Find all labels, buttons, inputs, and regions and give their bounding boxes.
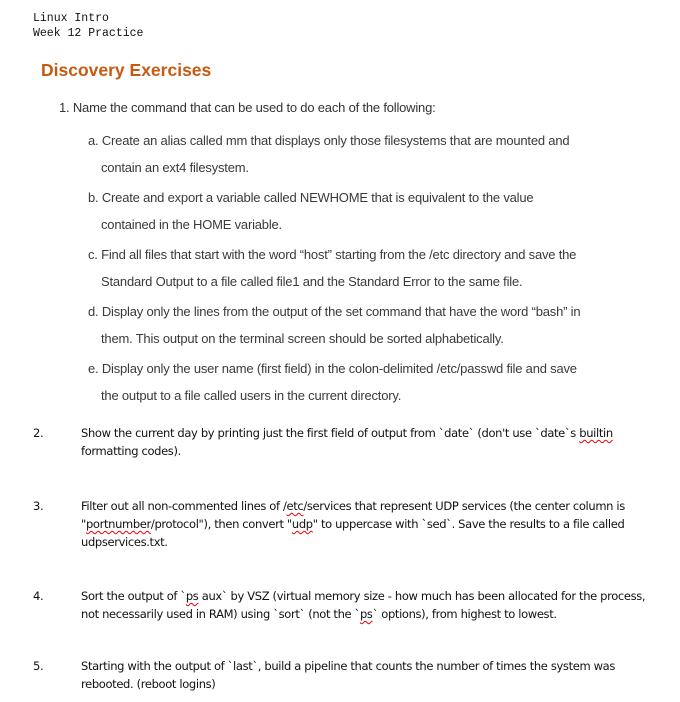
question-number: 5. bbox=[33, 659, 44, 673]
subitem-a bbox=[88, 127, 648, 181]
subitem-e bbox=[88, 355, 648, 409]
question-1-label: 1. Name the command that can be used to do each of the following: bbox=[59, 100, 436, 115]
spellcheck-word: builtin bbox=[579, 426, 613, 440]
question-text: Filter out all non-commented lines of /etc/services that represent UDP services (the center column is "portnumber/protocol"), then convert "udp" to uppercase with `sed`. Save the results to a file called udpservices.txt. bbox=[81, 499, 625, 549]
subitem-c bbox=[88, 241, 648, 295]
subitem-d-line1: d. Display only the lines from the output of the set command that have the word “bash” in bbox=[88, 304, 581, 319]
question-number: 4. bbox=[33, 589, 44, 603]
subitem-e-line2: the output to a file called users in the current directory. bbox=[101, 388, 402, 403]
question-4 bbox=[33, 587, 663, 623]
spellcheck-word: portnumber bbox=[85, 517, 151, 531]
subitem-b-line2: contained in the HOME variable. bbox=[101, 217, 282, 232]
course-name: Linux Intro bbox=[33, 12, 109, 25]
subitem-b-line1: b. Create and export a variable called NEWHOME that is equivalent to the value bbox=[88, 190, 534, 205]
subitem-e-line1: e. Display only the user name (first field) in the colon-delimited /etc/passwd file and save bbox=[88, 361, 577, 376]
week-label: Week 12 Practice bbox=[33, 27, 144, 40]
spellcheck-word: ps bbox=[185, 589, 199, 603]
subitem-c-line2: Standard Output to a file called file1 and the Standard Error to the same file. bbox=[101, 274, 523, 289]
subitem-d-line2: them. This output on the terminal screen should be sorted alphabetically. bbox=[101, 331, 504, 346]
spellcheck-word: ps bbox=[359, 607, 373, 621]
question-text: Sort the output of `ps aux` by VSZ (virtual memory size - how much has been allocated for the process, not necessarily used in RAM) using `sort` (not the `ps` options), from highest to lowest. bbox=[81, 589, 646, 621]
subitem-c-line1: c. Find all files that start with the word “host” starting from the /etc directory and save the bbox=[88, 247, 577, 262]
subitem-b bbox=[88, 184, 648, 238]
question-3 bbox=[33, 497, 663, 551]
document-header bbox=[33, 11, 143, 41]
question-number: 3. bbox=[33, 499, 44, 513]
spellcheck-word: etc bbox=[286, 499, 304, 513]
question-text: Show the current day by printing just the first field of output from `date` (don't use `date`s builtin formatting codes). bbox=[81, 426, 613, 458]
subitem-d bbox=[88, 298, 648, 352]
question-5 bbox=[33, 657, 663, 693]
question-text: Starting with the output of `last`, build a pipeline that counts the number of times the system was rebooted. (reboot logins) bbox=[81, 659, 616, 691]
spellcheck-word: udp bbox=[291, 517, 313, 531]
subitem-a-line2: contain an ext4 filesystem. bbox=[101, 160, 249, 175]
question-number: 2. bbox=[33, 426, 44, 440]
question-2 bbox=[33, 424, 663, 460]
section-title: Discovery Exercises bbox=[41, 60, 212, 80]
subitem-a-line1: a. Create an alias called mm that displays only those filesystems that are mounted and bbox=[88, 133, 570, 148]
